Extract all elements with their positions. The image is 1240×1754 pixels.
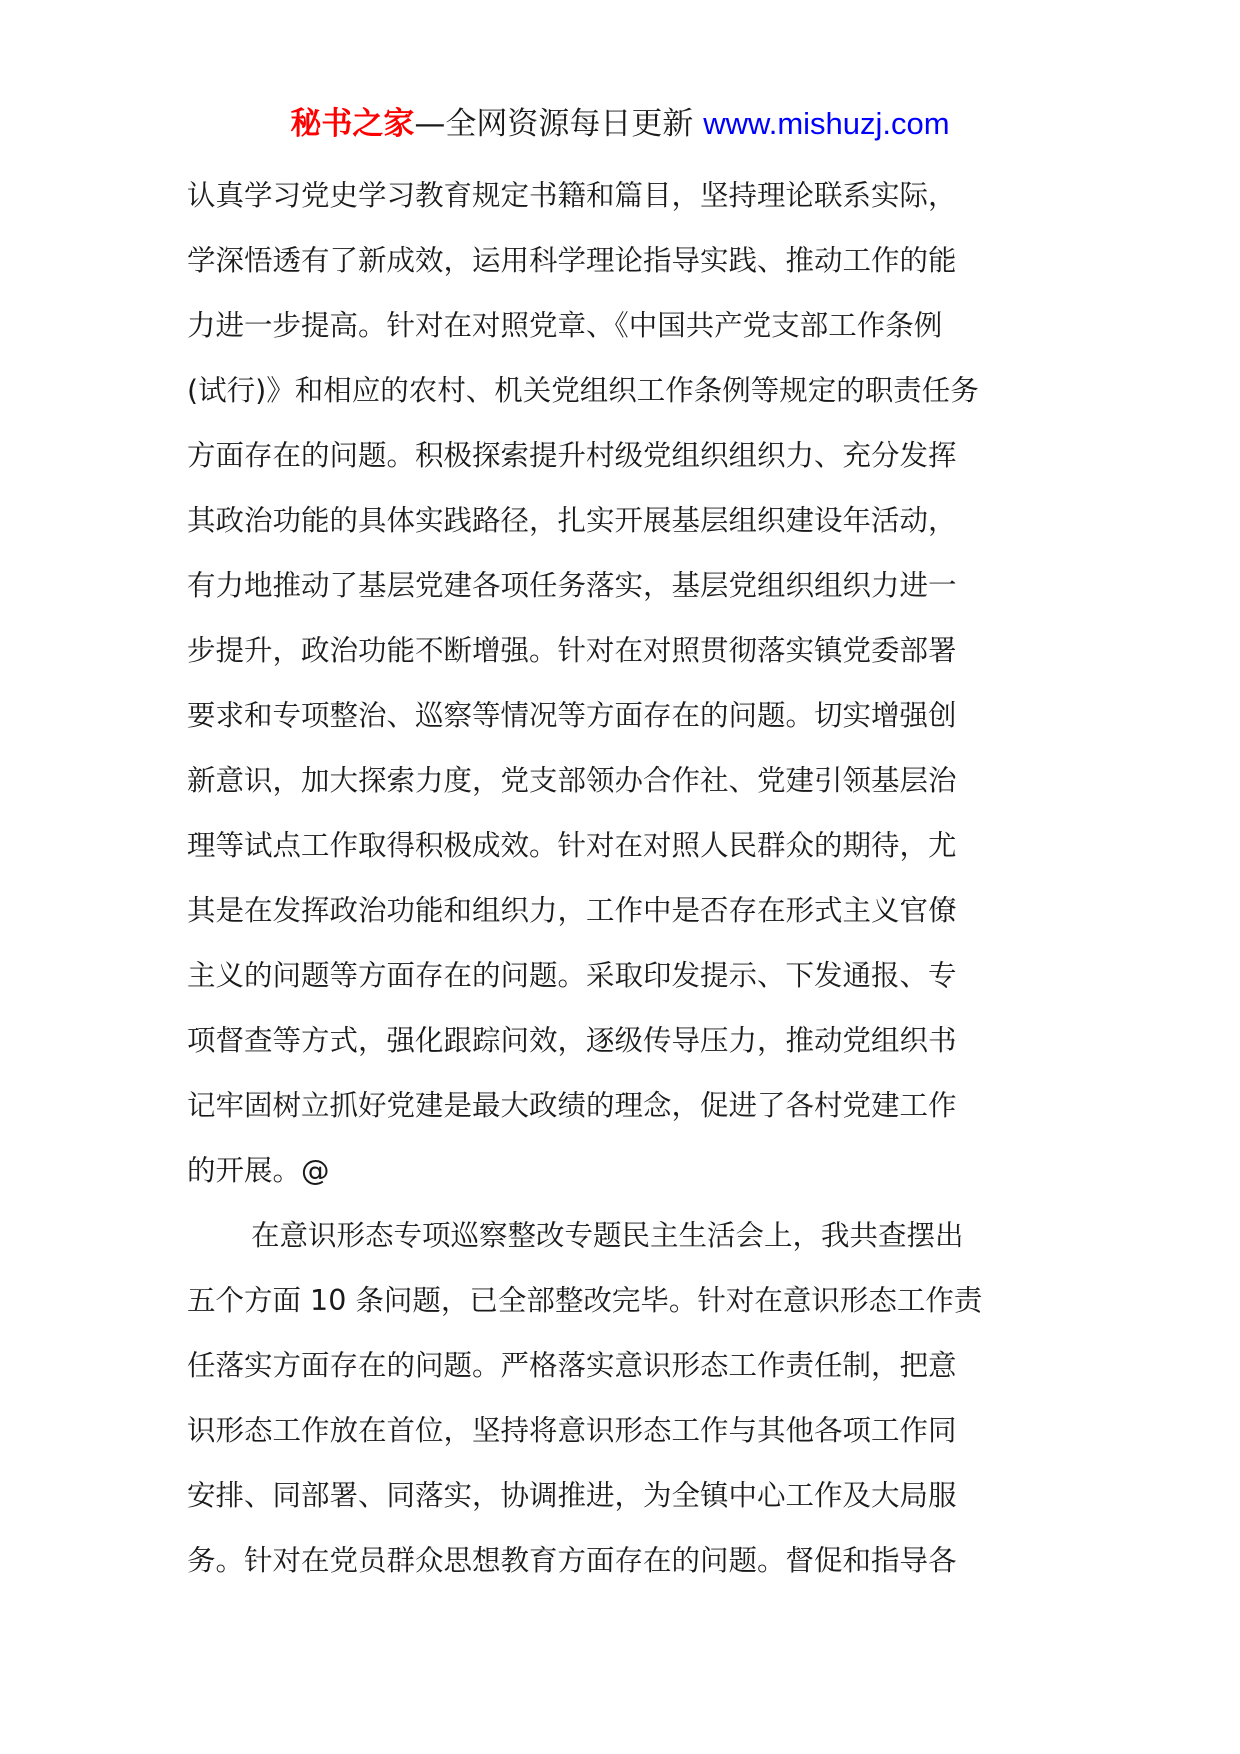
body-line: 新意识，加大探索力度，党支部领办合作社、党建引领基层治	[187, 764, 957, 797]
site-header	[0, 104, 1240, 144]
body-line: 要求和专项整治、巡察等情况等方面存在的问题。切实增强创	[187, 699, 957, 732]
body-line: 务。针对在党员群众思想教育方面存在的问题。督促和指导各	[187, 1544, 957, 1577]
body-line: 主义的问题等方面存在的问题。采取印发提示、下发通报、专	[187, 959, 957, 992]
body-line: 识形态工作放在首位，坚持将意识形态工作与其他各项工作同	[187, 1414, 957, 1447]
site-url-link[interactable]: www.mishuzj.com	[703, 106, 950, 141]
body-line: (试行)》和相应的农村、机关党组织工作条例等规定的职责任务	[187, 374, 979, 407]
body-line: 五个方面 10 条问题，已全部整改完毕。针对在意识形态工作责	[187, 1284, 983, 1317]
body-line: 有力地推动了基层党建各项任务落实，基层党组织组织力进一	[187, 569, 957, 602]
body-line: 步提升，政治功能不断增强。针对在对照贯彻落实镇党委部署	[187, 634, 957, 667]
body-line: 认真学习党史学习教育规定书籍和篇目，坚持理论联系实际，	[187, 179, 957, 212]
body-line: 其政治功能的具体实践路径，扎实开展基层组织建设年活动，	[187, 504, 957, 537]
paragraph-start-line: 在意识形态专项巡察整改专题民主生活会上，我共查摆出	[251, 1219, 964, 1252]
body-line: 力进一步提高。针对在对照党章、《中国共产党支部工作条例	[187, 309, 943, 342]
body-line: 其是在发挥政治功能和组织力，工作中是否存在形式主义官僚	[187, 894, 957, 927]
body-line: 记牢固树立抓好党建是最大政绩的理念，促进了各村党建工作	[187, 1089, 957, 1122]
body-line: 任落实方面存在的问题。严格落实意识形态工作责任制，把意	[187, 1349, 957, 1382]
site-tagline: —全网资源每日更新	[414, 106, 694, 142]
body-line: 安排、同部署、同落实，协调推进，为全镇中心工作及大局服	[187, 1479, 957, 1512]
body-line: 项督查等方式，强化跟踪问效，逐级传导压力，推动党组织书	[187, 1024, 957, 1057]
body-line: 理等试点工作取得积极成效。针对在对照人民群众的期待，尤	[187, 829, 957, 862]
site-brand: 秘书之家	[290, 106, 415, 142]
body-line: 方面存在的问题。积极探索提升村级党组织组织力、充分发挥	[187, 439, 957, 472]
document-body	[187, 163, 1067, 1593]
body-line: 的开展。@	[187, 1154, 330, 1187]
body-line: 学深悟透有了新成效，运用科学理论指导实践、推动工作的能	[187, 244, 957, 277]
